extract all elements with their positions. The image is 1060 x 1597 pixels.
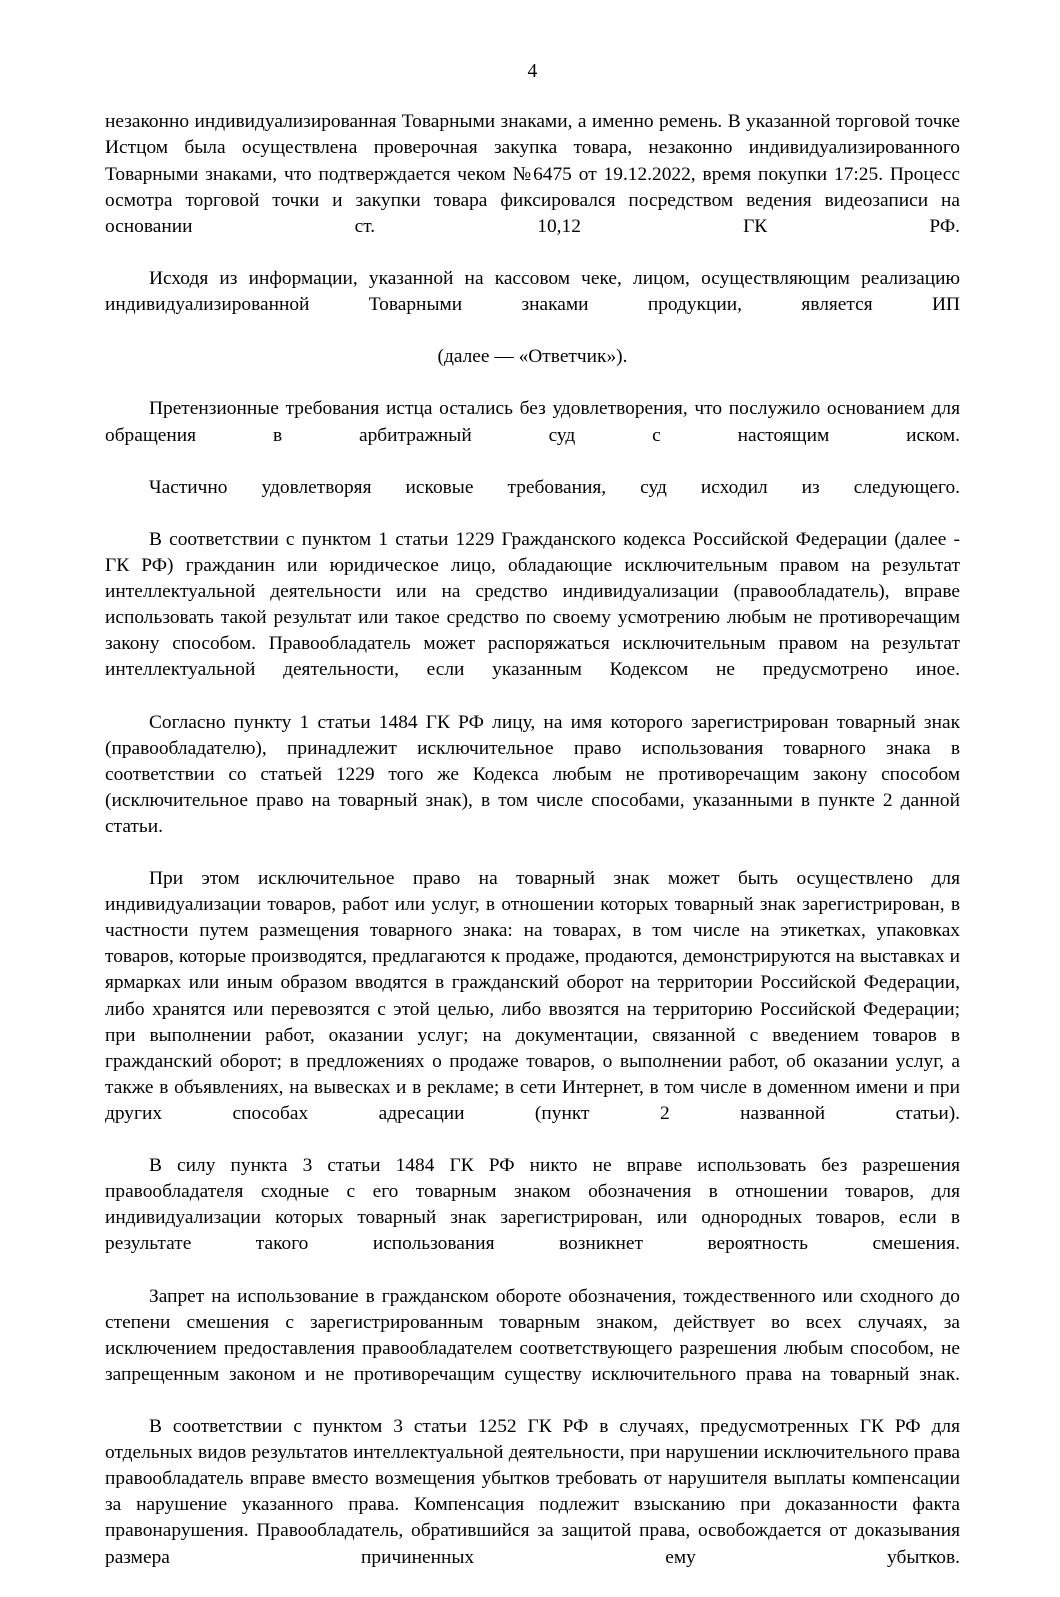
paragraph-article-1252-p3: В соответствии с пунктом 3 статьи 1252 ГК РФ в случаях, предусмотренных ГК РФ для отдельных видов результатов интеллектуальной деятельности, при нарушении исключительного права правообладатель вправе вместо возмещения убытков требовать от нарушителя выплаты компенсации за нарушение указанного права. Компенсация подлежит взысканию при доказанности факта правонарушения. Правообладатель, обратившийся за защитой права, освобождается от доказывания размера причиненных ему убытков. [105, 1416, 960, 1568]
paragraph-defendant-label: (далее — «Ответчик»). [437, 346, 628, 368]
paragraph-article-1484-p3: В силу пункта 3 статьи 1484 ГК РФ никто не вправе использовать без разрешения правообладателя сходные с его товарным знаком обозначения в отношении товаров, для индивидуализации которых товарный знак зарегистрирован, или однородных товаров, если в результате такого использования возникнет вероятность смешения. [105, 1155, 960, 1255]
paragraph-continued: незаконно индивидуализированная Товарными знаками, а именно ремень. В указанной торговой точке Истцом была осуществлена проверочная закупка товара, незаконно индивидуализированного Товарными знаками, что подтверждается чеком №6475 от 19.12.2022, время покупки 17:25. Процесс осмотра торговой точки и закупки товара фиксировался посредством ведения видеозаписи на основании ст. 10,12 ГК РФ. [105, 111, 960, 237]
page-number: 4 [527, 61, 538, 82]
paragraph-article-1484-p1: Согласно пункту 1 статьи 1484 ГК РФ лицу, на имя которого зарегистрирован товарный знак (правообладателю), принадлежит исключительное право использования товарного знака в соответствии со статьей 1229 того же Кодекса любым не противоречащим закону способом (исключительное право на товарный знак), в том числе способами, указанными в пункте 2 данной статьи. [105, 711, 960, 837]
paragraph-article-1229: В соответствии с пунктом 1 статьи 1229 Гражданского кодекса Российской Федерации (далее - ГК РФ) гражданин или юридическое лицо, обладающие исключительным правом на результат интеллектуальной деятельности или на средство индивидуализации (правообладатель), вправе использовать такой результат или такое средство по своему усмотрению любым не противоречащим закону способом. Правообладатель может распоряжаться исключительным правом на результат интеллектуальной деятельности, если указанным Кодексом не предусмотрено иное. [105, 528, 960, 681]
paragraph-claim-requirements: Претензионные требования истца остались без удовлетворения, что послужило основанием для обращения в арбитражный суд с настоящим иском. [105, 398, 960, 446]
document-body [105, 109, 960, 1596]
paragraph-court-reasoning: Частично удовлетворяя исковые требования, суд исходил из следующего. [149, 476, 960, 498]
paragraph-trademark-usage: При этом исключительное право на товарный знак может быть осуществлено для индивидуализации товаров, работ или услуг, в отношении которых товарный знак зарегистрирован, в частности путем размещения товарного знака: на товарах, в том числе на этикетках, упаковках товаров, которые производятся, предлагаются к продаже, продаются, демонстрируются на выставках и ярмарках или иным образом вводятся в гражданский оборот на территории Российской Федерации, либо хранятся или перевозятся с этой целью, либо ввозятся на территорию Российской Федерации; при выполнении работ, оказании услуг; на документации, связанной с введением товаров в гражданский оборот; в предложениях о продаже товаров, о выполнении работ, об оказании услуг, а также в объявлениях, на вывесках и в рекламе; в сети Интернет, в том числе в доменном имени и при других способах адресации (пункт 2 названной статьи). [105, 868, 960, 1124]
paragraph-prohibition: Запрет на использование в гражданском обороте обозначения, тождественного или сходного до степени смешения с зарегистрированным товарным знаком, действует во всех случаях, за исключением предоставления правообладателем соответствующего разрешения любым способом, не запрещенным законом и не противоречащим существу исключительного права на товарный знак. [105, 1285, 960, 1385]
paragraph-receipt-info: Исходя из информации, указанной на кассовом чеке, лицом, осуществляющим реализацию индивидуализированной Товарными знаками продукции, является ИП [105, 267, 960, 316]
